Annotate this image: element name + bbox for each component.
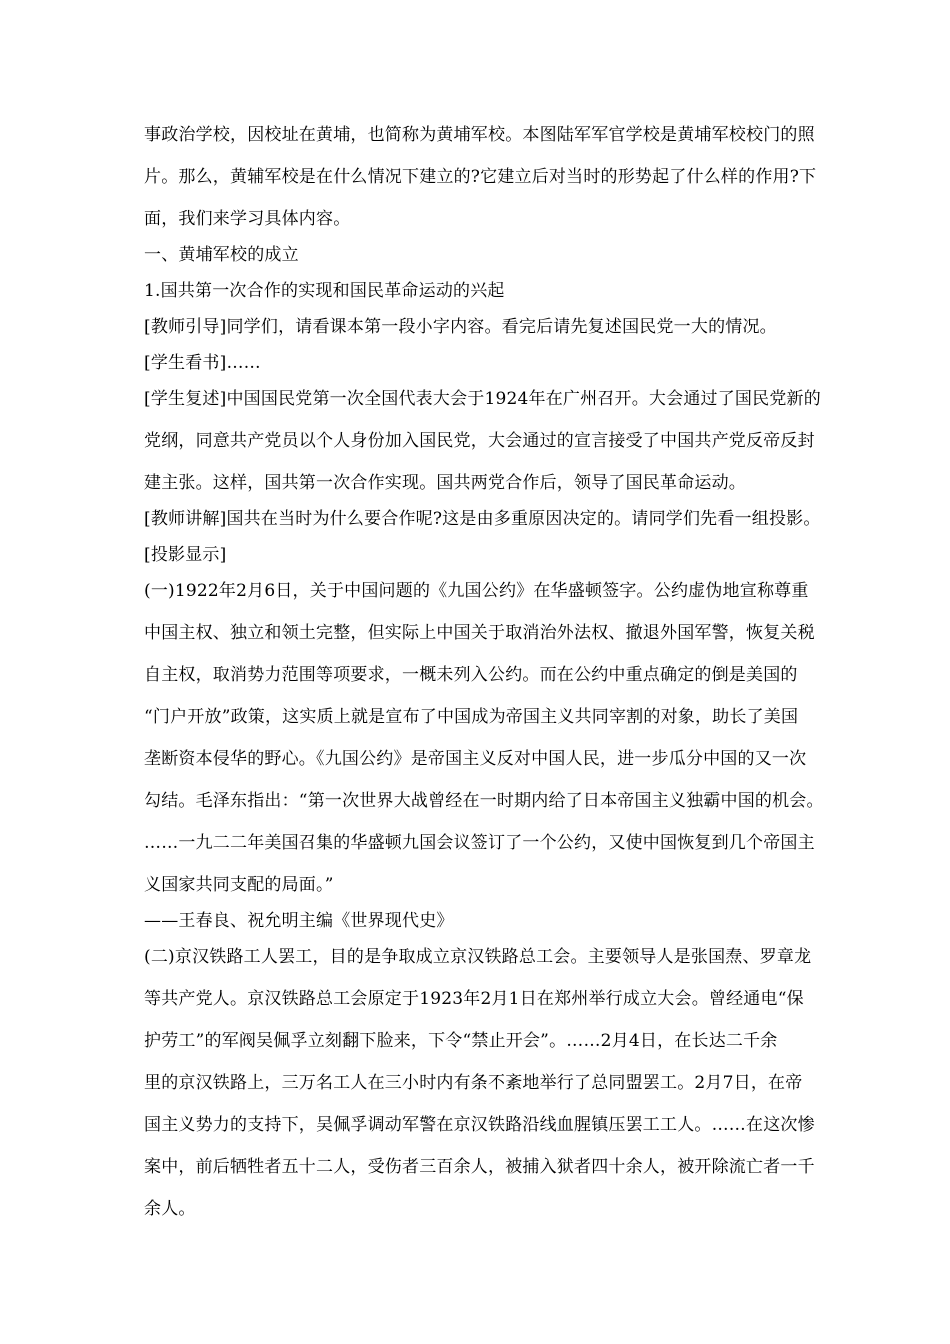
text-line: ……一九二二年美国召集的华盛顿九国会议签订了一个公约，又使中国恢复到几个帝国主	[144, 833, 815, 853]
text-line: 余人。	[144, 1199, 196, 1219]
text-line: 事政治学校，因校址在黄埔，也简称为黄埔军校。本图陆军军官学校是黄埔军校校门的照	[144, 125, 815, 145]
text-line: 自主权，取消势力范围等项要求，一概未列入公约。而在公约中重点确定的倒是美国的	[144, 665, 798, 685]
text-line: 里的京汉铁路上，三万名工人在三小时内有条不紊地举行了总同盟罢工。2月7日，在帝	[144, 1073, 803, 1093]
text-line: 等共产党人。京汉铁路总工会原定于1923年2月1日在郑州举行成立大会。曾经通电“保	[144, 989, 804, 1009]
text-line: “门户开放”政策，这实质上就是宣布了中国成为帝国主义共同宰割的对象，助长了美国	[144, 707, 799, 727]
section-heading: 一、黄埔军校的成立	[144, 245, 299, 265]
text-line: 中国主权、独立和领土完整，但实际上中国关于取消治外法权、撤退外国军警，恢复关税	[144, 623, 815, 643]
text-line: 护劳工”的军阀吴佩孚立刻翻下脸来，下令“禁止开会”。……2月4日，在长达二千余	[144, 1031, 778, 1051]
text-line: 案中，前后牺牲者五十二人，受伤者三百余人，被捕入狱者四十余人，被开除流亡者一千	[144, 1157, 815, 1177]
text-line: 面，我们来学习具体内容。	[144, 209, 351, 229]
text-line: (一)1922年2月6日，关于中国问题的《九国公约》在华盛顿签字。公约虚伪地宣称尊重	[144, 581, 809, 601]
text-line: 片。那么，黄辅军校是在什么情况下建立的?它建立后对当时的形势起了什么样的作用?下	[144, 167, 817, 187]
text-line: [学生复述]中国国民党第一次全国代表大会于1924年在广州召开。大会通过了国民党新的	[144, 389, 821, 409]
text-line: 建主张。这样，国共第一次合作实现。国共两党合作后，领导了国民革命运动。	[144, 473, 746, 493]
text-line: 勾结。毛泽东指出：“第一次世界大战曾经在一时期内给了日本帝国主义独霸中国的机会。	[144, 791, 824, 811]
text-line: [投影显示]	[144, 545, 227, 565]
text-line: [教师引导]同学们，请看课本第一段小字内容。看完后请先复述国民党一大的情况。	[144, 317, 777, 337]
subsection-heading: 1.国共第一次合作的实现和国民革命运动的兴起	[144, 281, 505, 301]
text-line: 党纲，同意共产党员以个人身份加入国民党，大会通过的宣言接受了中国共产党反帝反封	[144, 431, 815, 451]
citation: ——王春良、祝允明主编《世界现代史》	[144, 911, 454, 931]
text-line: 义国家共同支配的局面。”	[144, 875, 334, 895]
text-line: 垄断资本侵华的野心。《九国公约》是帝国主义反对中国人民，进一步瓜分中国的又一次	[144, 749, 807, 769]
text-line: [学生看书]……	[144, 353, 261, 373]
text-line: 国主义势力的支持下，吴佩孚调动军警在京汉铁路沿线血腥镇压罢工工人。……在这次惨	[144, 1115, 815, 1135]
text-line: (二)京汉铁路工人罢工，目的是争取成立京汉铁路总工会。主要领导人是张国焘、罗章龙	[144, 947, 812, 967]
text-line: [教师讲解]国共在当时为什么要合作呢?这是由多重原因决定的。请同学们先看一组投影。	[144, 509, 821, 529]
